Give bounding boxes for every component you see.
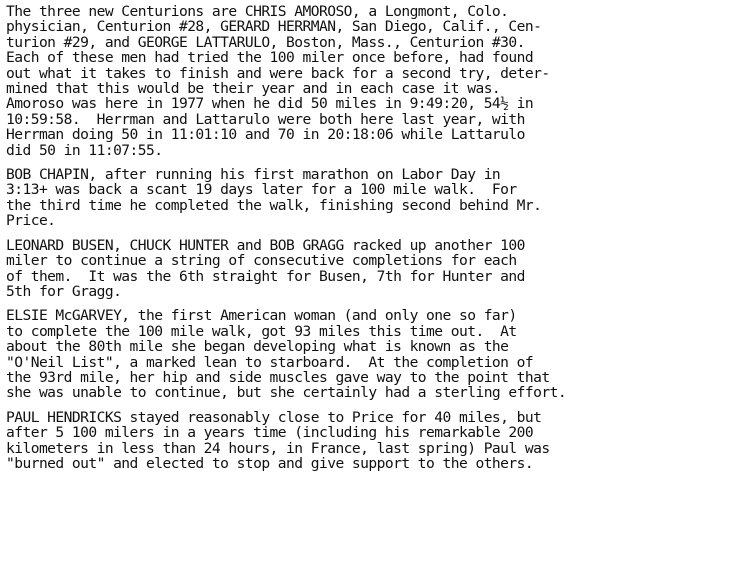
text-line: Each of these men had tried the 100 miler once before, had found [6,49,534,67]
text-line: about the 80th mile she began developing what is known as the [6,338,509,356]
paragraph-elsie-mcgarvey [6,308,742,400]
text-line: "O'Neil List", a marked lean to starboard. At the completion of [6,353,534,371]
paragraph-bob-chapin [6,167,742,229]
text-line: the third time he completed the walk, finishing second behind Mr. [6,196,542,214]
text-line: BOB CHAPIN, after running his first marathon on Labor Day in [6,166,501,184]
text-line: 10:59:58. Herrman and Lattarulo were both here last year, with [6,110,525,128]
text-line: the 93rd mile, her hip and side muscles gave way to the point that [6,368,550,386]
text-line: did 50 in 11:07:55. [6,141,163,159]
text-line: Herrman doing 50 in 11:01:10 and 70 in 20:18:06 while Lattarulo [6,126,525,144]
paragraph-busen-hunter-gragg [6,238,742,300]
text-line: PAUL HENDRICKS stayed reasonably close to Price for 40 miles, but [6,408,542,426]
text-line: to complete the 100 mile walk, got 93 miles this time out. At [6,322,517,340]
text-line: kilometers in less than 24 hours, in France, last spring) Paul was [6,439,550,457]
text-line: she was unable to continue, but she certainly had a sterling effort. [6,384,567,402]
paragraph-new-centurions [6,4,742,158]
text-line: of them. It was the 6th straight for Busen, 7th for Hunter and [6,267,525,285]
text-line: turion #29, and GEORGE LATTARULO, Boston, Mass., Centurion #30. [6,33,525,51]
text-line: ELSIE McGARVEY, the first American woman (and only one so far) [6,307,517,325]
text-line: Price. [6,212,56,230]
text-line: LEONARD BUSEN, CHUCK HUNTER and BOB GRAGG racked up another 100 [6,236,525,254]
text-line: The three new Centurions are CHRIS AMOROSO, a Longmont, Colo. [6,3,509,20]
document-page [6,4,742,480]
text-line: physician, Centurion #28, GERARD HERRMAN, San Diego, Calif., Cen- [6,18,542,36]
text-line: 3:13+ was back a scant 19 days later for a 100 mile walk. For [6,181,517,199]
text-line: mined that this would be their year and in each case it was. [6,80,501,98]
text-line: after 5 100 milers in a years time (including his remarkable 200 [6,424,534,442]
paragraph-paul-hendricks [6,410,742,472]
text-line: "burned out" and elected to stop and give support to the others. [6,454,534,472]
text-line: miler to continue a string of consecutive completions for each [6,252,517,270]
text-line: out what it takes to finish and were back for a second try, deter- [6,64,550,82]
text-line: 5th for Gragg. [6,282,122,300]
text-line: Amoroso was here in 1977 when he did 50 miles in 9:49:20, 54½ in [6,95,534,113]
